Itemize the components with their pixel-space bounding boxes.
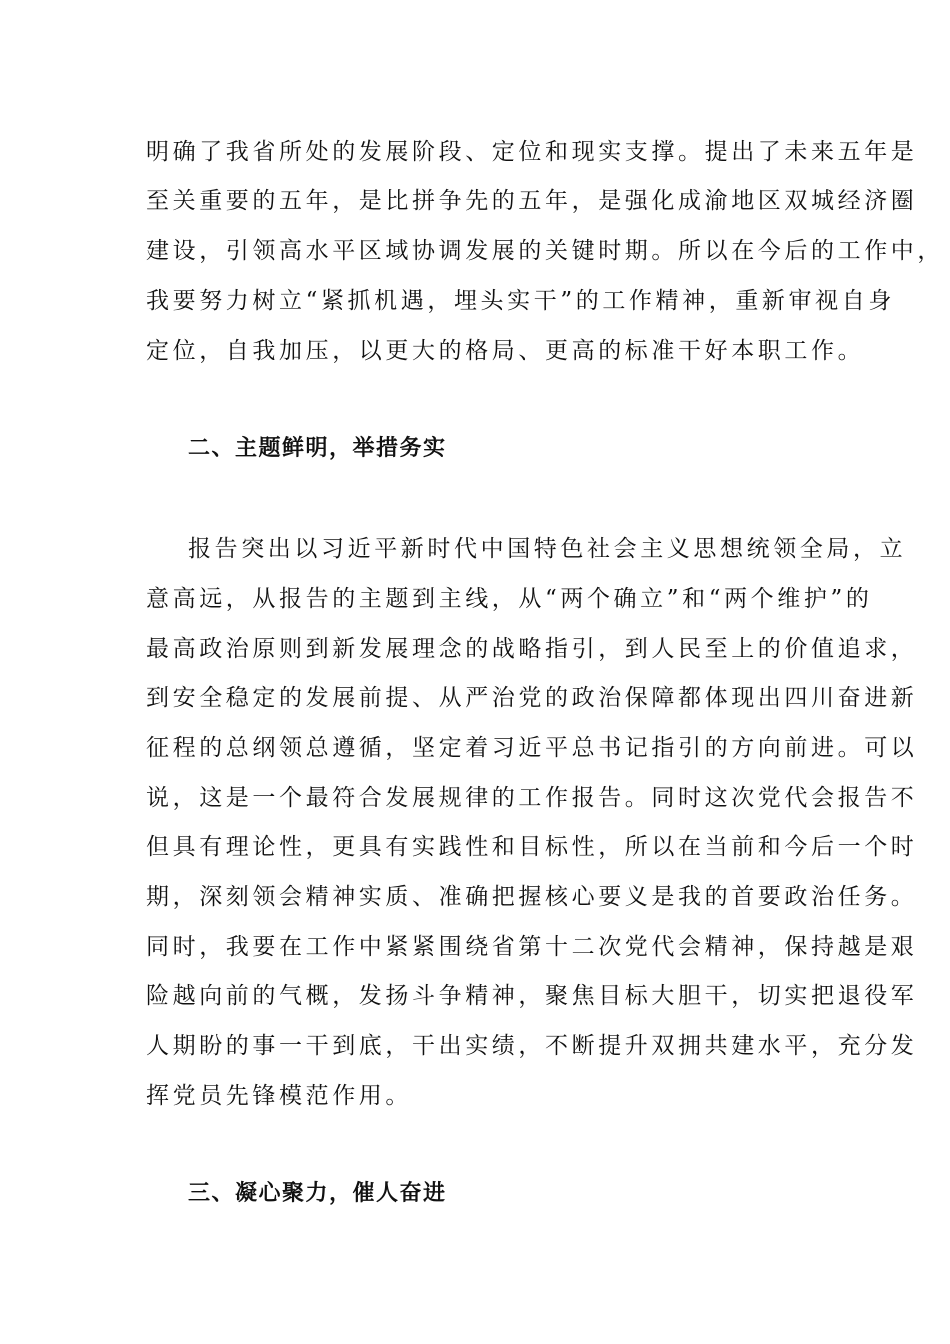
paragraph-1-line-4: 我要努力树立“紧抓机遇，埋头实干”的工作精神，重新审视自身 xyxy=(146,288,895,314)
paragraph-2-line-3: 最高政治原则到新发展理念的战略指引，到人民至上的价值追求， xyxy=(146,636,918,662)
paragraph-1-line-1: 明确了我省所处的发展阶段、定位和现实支撑。提出了未来五年是 xyxy=(146,139,918,165)
paragraph-2-line-1: 报告突出以习近平新时代中国特色社会主义思想统领全局，立 xyxy=(188,536,907,562)
paragraph-2-line-6: 说，这是一个最符合发展规律的工作报告。同时这次党代会报告不 xyxy=(146,785,918,811)
paragraph-2-line-8: 期，深刻领会精神实质、准确把握核心要义是我的首要政治任务。 xyxy=(146,884,918,910)
paragraph-1-line-2: 至关重要的五年，是比拼争先的五年，是强化成渝地区双城经济圈 xyxy=(146,188,918,214)
paragraph-2-line-9: 同时，我要在工作中紧紧围绕省第十二次党代会精神，保持越是艰 xyxy=(146,934,918,960)
paragraph-1-line-5: 定位，自我加压，以更大的格局、更高的标准干好本职工作。 xyxy=(146,338,865,364)
paragraph-2-line-4: 到安全稳定的发展前提、从严治党的政治保障都体现出四川奋进新 xyxy=(146,685,918,711)
paragraph-2-line-2: 意高远，从报告的主题到主线，从“两个确立”和“两个维护”的 xyxy=(146,586,873,612)
paragraph-2-line-7: 但具有理论性，更具有实践性和目标性，所以在当前和今后一个时 xyxy=(146,834,918,860)
section-heading-3: 三、凝心聚力，催人奋进 xyxy=(188,1181,447,1206)
paragraph-2-line-12: 挥党员先锋模范作用。 xyxy=(146,1083,412,1109)
section-heading-2: 二、主题鲜明，举措务实 xyxy=(188,436,447,461)
paragraph-2-line-10: 险越向前的气概，发扬斗争精神，聚焦目标大胆干，切实把退役军 xyxy=(146,983,918,1009)
paragraph-2-line-11: 人期盼的事一干到底，干出实绩，不断提升双拥共建水平，充分发 xyxy=(146,1033,918,1059)
paragraph-2-line-5: 征程的总纲领总遵循，坚定着习近平总书记指引的方向前进。可以 xyxy=(146,735,918,761)
paragraph-1-line-3: 建设，引领高水平区域协调发展的关键时期。所以在今后的工作中， xyxy=(146,238,944,264)
